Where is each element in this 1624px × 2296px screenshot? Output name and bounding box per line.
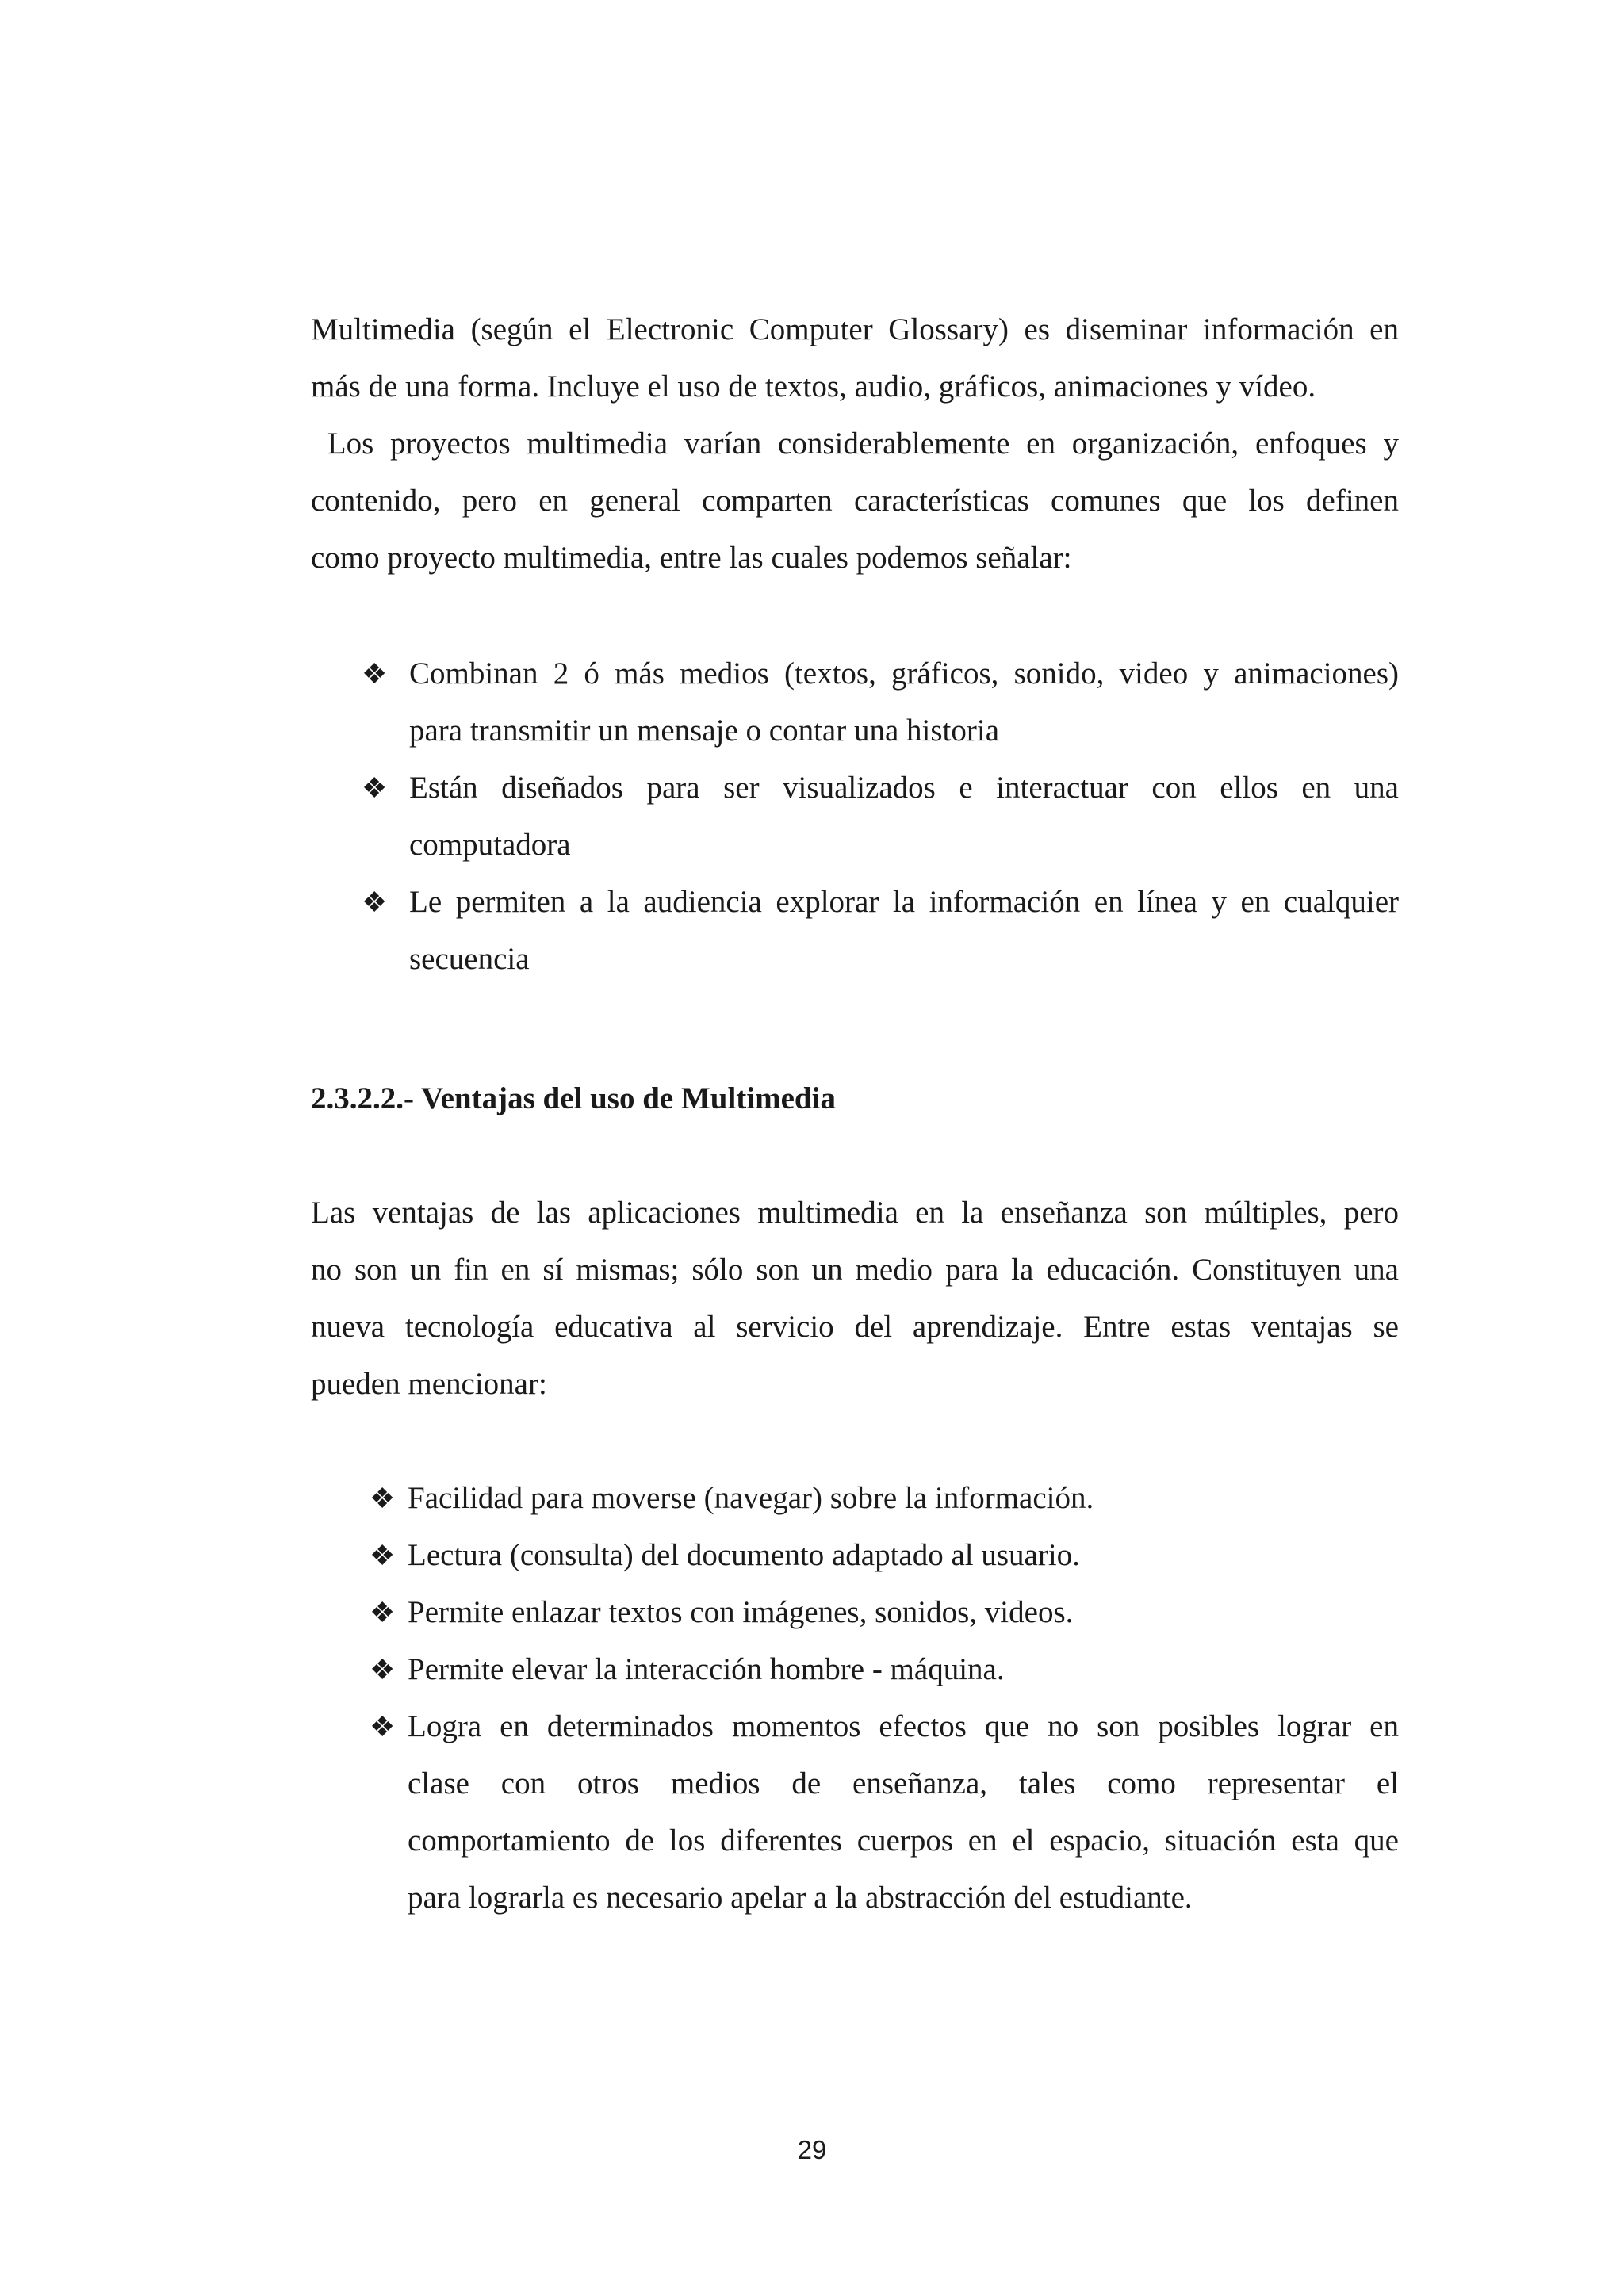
list-item-line: Permite elevar la interacción hombre - máquina. [408,1652,1005,1686]
diamond-bullet-icon: ❖ [370,1483,396,1514]
advantages-list [370,1470,1399,1927]
list-item-line: Combinan 2 ó más medios (textos, gráficos, sonido, video y animaciones) [409,656,1399,691]
paragraph-line: más de una forma. Incluye el uso de textos, audio, gráficos, animaciones y vídeo. [311,369,1316,404]
list-item [362,874,1399,988]
list-item-line: Lectura (consulta) del documento adaptado al usuario. [408,1538,1080,1572]
features-list [362,645,1399,988]
page-number: 29 [797,2135,827,2164]
list-item-line: computadora [409,828,571,862]
diamond-bullet-icon: ❖ [370,1654,396,1686]
diamond-bullet-icon: ❖ [370,1597,396,1628]
paragraph-line: nueva tecnología educativa al servicio del aprendizaje. Entre estas ventajas se [311,1310,1399,1344]
paragraph-line: no son un fin en sí mismas; sólo son un medio para la educación. Constituyen una [311,1253,1399,1287]
paragraph-line: Multimedia (según el Electronic Computer Glossary) es diseminar información en [311,312,1399,346]
paragraph-line: como proyecto multimedia, entre las cuales podemos señalar: [311,541,1072,575]
paragraph-line: Los proyectos multimedia varían considerablemente en organización, enfoques y [311,427,1399,461]
list-item [370,1584,1399,1641]
list-item [370,1698,1399,1927]
list-item-line: clase con otros medios de enseñanza, tales como representar el [408,1766,1399,1800]
list-item [362,760,1399,874]
diamond-bullet-icon: ❖ [370,1711,396,1743]
list-item-line: secuencia [409,942,530,976]
list-item-line: Facilidad para moverse (navegar) sobre la información. [408,1481,1094,1515]
list-item [370,1641,1399,1698]
list-item [370,1527,1399,1584]
paragraph-line: Las ventajas de las aplicaciones multimedia en la enseñanza son múltiples, pero [311,1196,1399,1230]
diamond-bullet-icon: ❖ [370,1540,396,1571]
paragraph-line: pueden mencionar: [311,1367,547,1401]
diamond-bullet-icon: ❖ [362,772,388,804]
list-item [362,645,1399,760]
intro-paragraph [311,301,1399,587]
list-item [370,1470,1399,1527]
section-heading: 2.3.2.2.- Ventajas del uso de Multimedia [311,1081,836,1115]
list-item-line: Están diseñados para ser visualizados e interactuar con ellos en una [409,771,1399,805]
list-item-line: Logra en determinados momentos efectos que no son posibles lograr en [408,1709,1399,1743]
advantages-paragraph [311,1184,1399,1413]
paragraph-line: contenido, pero en general comparten características comunes que los definen [311,484,1399,518]
list-item-line: comportamiento de los diferentes cuerpos en el espacio, situación esta que [408,1823,1399,1858]
diamond-bullet-icon: ❖ [362,886,388,918]
list-item-line: Permite enlazar textos con imágenes, sonidos, videos. [408,1595,1074,1629]
list-item-line: Le permiten a la audiencia explorar la información en línea y en cualquier [409,885,1399,919]
list-item-line: para lograrla es necesario apelar a la abstracción del estudiante. [408,1881,1193,1915]
diamond-bullet-icon: ❖ [362,658,388,690]
list-item-line: para transmitir un mensaje o contar una historia [409,714,1000,748]
